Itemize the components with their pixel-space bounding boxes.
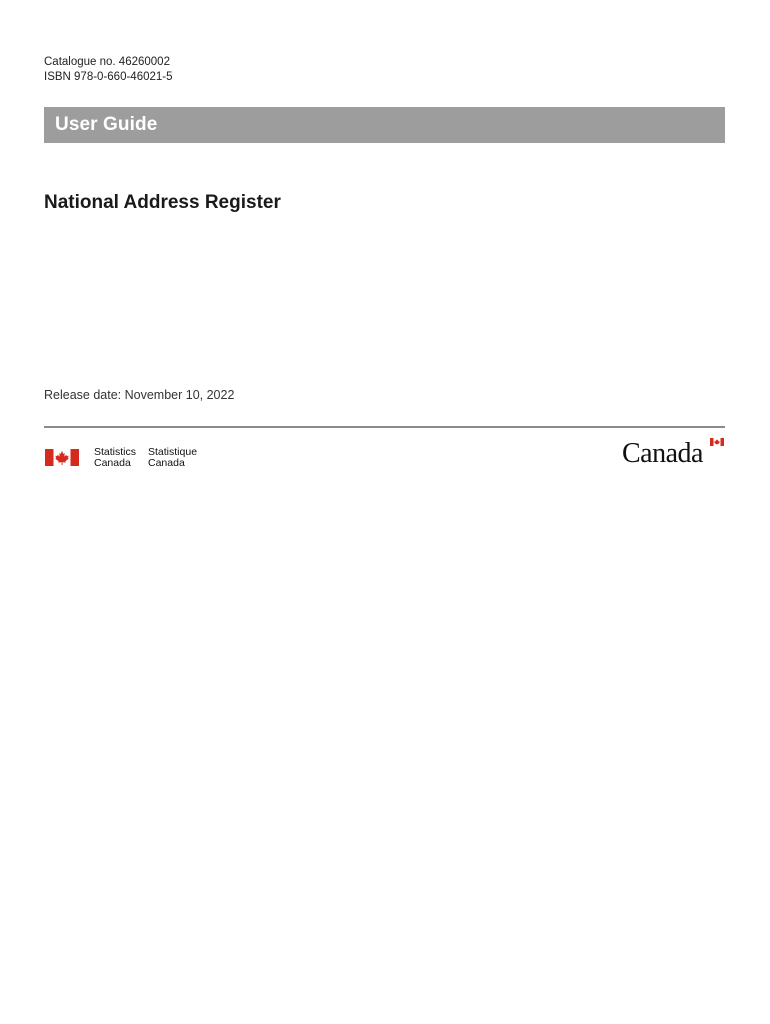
document-title: National Address Register <box>44 192 281 213</box>
wordmark-flag-icon <box>710 438 724 446</box>
wordmark-text: Canada <box>622 438 703 469</box>
catalogue-number: Catalogue no. 46260002 <box>44 56 170 68</box>
isbn: ISBN 978-0-660-46021-5 <box>44 71 173 83</box>
agency-name-french: Statistique Canada <box>148 446 198 469</box>
footer-divider <box>44 426 725 428</box>
title-banner <box>44 107 725 143</box>
canada-wordmark <box>622 438 725 468</box>
release-date: Release date: November 10, 2022 <box>44 388 235 402</box>
agency-name-english: Statistics Canada <box>94 446 137 469</box>
canada-flag-icon <box>44 449 80 466</box>
banner-title: User Guide <box>55 114 158 135</box>
catalogue-info <box>44 55 173 85</box>
